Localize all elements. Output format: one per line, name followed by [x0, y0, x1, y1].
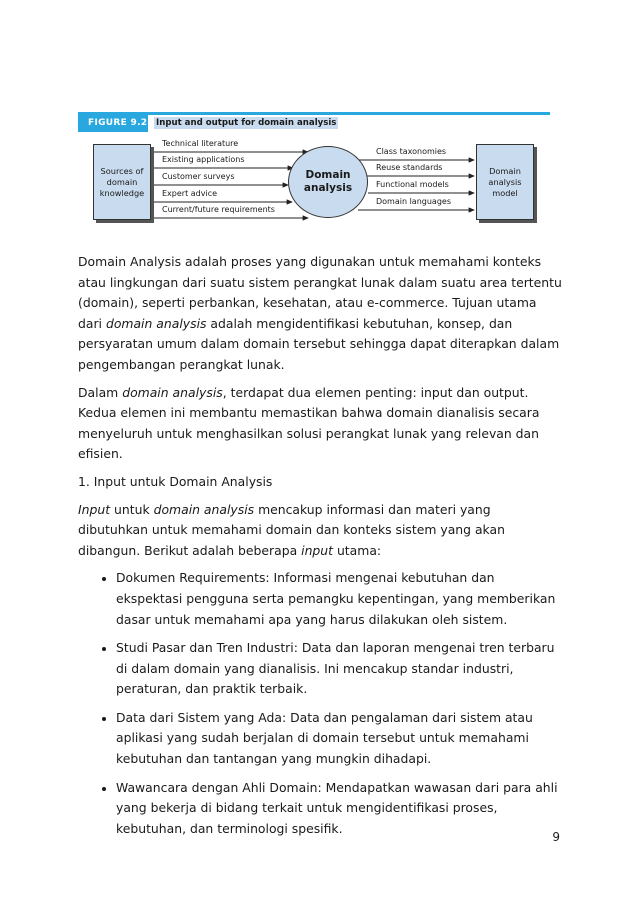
- figure-caption: Input and output for domain analysis: [156, 118, 337, 128]
- input-list: [78, 568, 564, 839]
- domain-analysis-node: Domain analysis: [288, 146, 368, 218]
- paragraph: Dalam domain analysis, terdapat dua elemen penting: input dan output. Kedua elemen ini membantu memastikan bahwa domain dianalisis secara menyeluruh untuk menghasilkan solusi perangkat lunak yang relevan dan efisien.: [78, 384, 540, 462]
- output-box: Domain analysis model: [476, 144, 534, 220]
- sources-box: Sources of domain knowledge: [93, 144, 151, 220]
- list-item: • Data dari Sistem yang Ada: Data dan pengalaman dari sistem atau aplikasi yang sudah berjalan di domain tersebut untuk memahami kebutuhan dan tantangan yang mungkin dihadapi.: [116, 708, 564, 770]
- output-label: Domain languages: [376, 197, 451, 206]
- output-label: Reuse standards: [376, 163, 443, 172]
- input-label: Existing applications: [162, 155, 245, 164]
- paragraph: Domain Analysis adalah proses yang digunakan untuk memahami konteks atau lingkungan dari suatu sistem perangkat lunak dalam suatu area tertentu (domain), seperti perbankan, kesehatan, atau e-commerce. Tujuan utama dari domain analysis adalah mengidentifikasi kebutuhan, konsep, dan persyaratan umum dalam domain tersebut sehingga dapat diterapkan dalam pengembangan perangkat lunak.: [78, 254, 562, 372]
- section-heading: 1. Input untuk Domain Analysis: [78, 473, 273, 489]
- input-label: Customer surveys: [162, 172, 235, 181]
- figure: [78, 112, 550, 238]
- input-label: Expert advice: [162, 189, 218, 198]
- list-item: • Studi Pasar dan Tren Industri: Data dan laporan mengenai tren terbaru di dalam domain yang dianalisis. Ini mencakup standar industri, peraturan, dan praktik terbaik.: [116, 638, 564, 700]
- page-number: 9: [552, 830, 560, 844]
- figure-label: FIGURE 9.2: [78, 115, 148, 132]
- paragraph: Input untuk domain analysis mencakup informasi dan materi yang dibutuhkan untuk memahami domain dan konteks sistem yang akan dibangun. Berikut adalah beberapa input utama:: [78, 501, 505, 558]
- input-label: Current/future requirements: [162, 205, 275, 214]
- list-item: • Dokumen Requirements: Informasi mengenai kebutuhan dan ekspektasi pengguna serta pemangku kepentingan, yang memberikan dasar untuk memahami apa yang harus dilakukan oleh sistem.: [116, 568, 564, 630]
- body-text: [78, 252, 564, 847]
- output-label: Class taxonomies: [376, 147, 447, 156]
- input-label: Technical literature: [162, 139, 239, 148]
- list-item: • Wawancara dengan Ahli Domain: Mendapatkan wawasan dari para ahli yang bekerja di bidang terkait untuk mengidentifikasi proses, kebutuhan, dan terminologi spesifik.: [116, 778, 564, 840]
- output-label: Functional models: [376, 180, 449, 189]
